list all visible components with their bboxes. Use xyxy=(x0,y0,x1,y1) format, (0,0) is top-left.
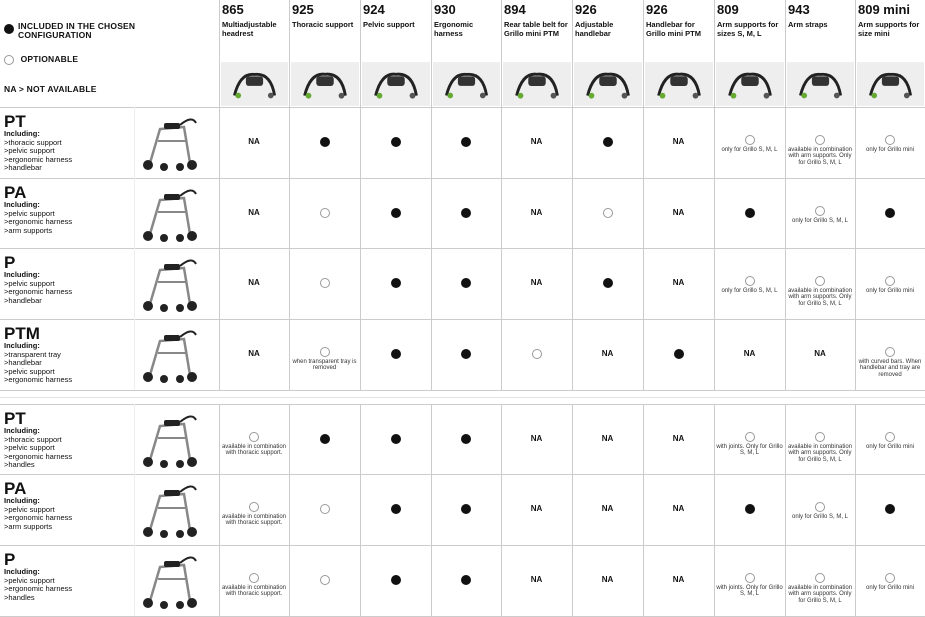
availability-cell xyxy=(714,432,785,472)
not-available-text: NA xyxy=(248,208,260,217)
included-item: >pelvic support xyxy=(4,443,55,452)
included-item: >ergonomic harness xyxy=(4,513,73,522)
column-name: Ergonomic harness xyxy=(434,20,474,38)
optional-dot-icon xyxy=(745,276,755,286)
empty-dot-icon xyxy=(4,55,14,65)
availability-note: available in combination with thoracic support. xyxy=(221,585,287,598)
walker-photo xyxy=(136,323,202,390)
optional-dot-icon xyxy=(885,432,895,442)
optional-dot-icon xyxy=(320,278,330,288)
included-dot-icon xyxy=(391,349,401,359)
column-name: Arm supports for sizes S, M, L xyxy=(717,20,779,38)
legend-included-label: INCLUDED IN THE CHOSEN CONFIGURATION xyxy=(18,21,136,40)
column-header-8 xyxy=(714,0,785,107)
configuration-code: P xyxy=(4,253,16,272)
availability-cell xyxy=(572,504,643,544)
included-item: >handlebar xyxy=(4,295,42,305)
row-divider xyxy=(0,178,925,179)
configuration-label xyxy=(4,254,134,305)
availability-cell xyxy=(360,349,431,389)
availability-cell xyxy=(572,434,643,474)
not-available-text: NA xyxy=(530,137,543,146)
accessory-photo xyxy=(503,62,571,106)
included-item: >handles xyxy=(4,460,35,469)
column-name: Handlebar for Grillo mini PTM xyxy=(646,20,702,38)
availability-note: when transparent tray is removed xyxy=(292,359,357,372)
row-divider xyxy=(0,404,925,405)
availability-cell xyxy=(785,502,855,542)
availability-note: available in combination with arm supports. Only for Grillo S, M, L xyxy=(787,288,853,307)
column-name: Adjustable handlebar xyxy=(575,20,614,38)
optional-dot-icon xyxy=(885,276,895,286)
not-available-text: NA xyxy=(672,278,685,287)
not-available-text: NA xyxy=(530,575,543,584)
column-code: 809 mini xyxy=(858,2,911,17)
availability-cell xyxy=(289,575,360,615)
optional-dot-icon xyxy=(815,135,825,145)
not-available-text: NA xyxy=(672,504,685,513)
included-item: >pelvic support xyxy=(4,146,55,155)
optional-dot-icon xyxy=(745,135,755,145)
availability-cell xyxy=(360,575,431,615)
accessory-photo xyxy=(787,62,854,106)
availability-cell xyxy=(289,434,360,474)
availability-note: available in combination with thoracic support. xyxy=(221,514,287,527)
column-header-4 xyxy=(431,0,501,107)
included-item: >handlebar xyxy=(4,358,42,367)
not-available-text: NA xyxy=(530,208,543,217)
column-name: Pelvic support xyxy=(363,20,415,29)
availability-cell xyxy=(289,137,360,177)
accessory-photo xyxy=(716,62,784,106)
included-item: >transparent tray xyxy=(4,349,61,359)
availability-cell xyxy=(219,573,289,613)
not-available-text: NA xyxy=(601,504,614,513)
column-header-3 xyxy=(360,0,431,107)
column-code: 924 xyxy=(363,2,385,17)
availability-cell xyxy=(219,502,289,542)
group-separator xyxy=(0,397,925,398)
optional-dot-icon xyxy=(745,432,755,442)
included-item: >arm supports xyxy=(4,521,53,531)
availability-cell xyxy=(785,276,855,316)
included-dot-icon xyxy=(461,137,471,147)
availability-cell xyxy=(714,276,785,316)
included-dot-icon xyxy=(461,278,471,288)
availability-cell xyxy=(360,278,431,318)
legend-optional-label: OPTIONABLE xyxy=(20,54,79,64)
availability-cell xyxy=(431,434,501,474)
not-available-text: NA xyxy=(530,434,543,443)
optional-dot-icon xyxy=(885,573,895,583)
not-available-text: NA xyxy=(530,278,543,287)
configuration-code: PT xyxy=(4,409,26,428)
walker-photo xyxy=(136,549,202,616)
availability-cell xyxy=(855,276,925,316)
availability-cell xyxy=(785,135,855,175)
included-item: >pelvic support xyxy=(4,575,55,585)
availability-cell xyxy=(855,347,925,387)
availability-note: available in combination with arm supports. Only for Grillo S, M, L xyxy=(787,147,853,166)
optional-dot-icon xyxy=(815,276,825,286)
availability-cell xyxy=(572,278,643,318)
included-item: >handles xyxy=(4,592,35,602)
availability-cell xyxy=(855,504,925,544)
availability-note: available in combination with arm supports. Only for Grillo S, M, L xyxy=(787,444,853,463)
availability-cell xyxy=(643,278,714,318)
availability-cell xyxy=(360,434,431,474)
included-item: >pelvic support xyxy=(4,366,55,376)
availability-cell xyxy=(360,137,431,177)
availability-cell xyxy=(431,504,501,544)
availability-cell xyxy=(289,347,360,387)
availability-note: available in combination with arm supports. Only for Grillo S, M, L xyxy=(787,585,853,604)
availability-note: only for Grillo mini xyxy=(865,585,914,591)
availability-cell xyxy=(219,208,289,248)
availability-cell xyxy=(785,349,855,389)
column-header-6 xyxy=(572,0,643,107)
availability-note: only for Grillo mini xyxy=(865,444,914,450)
availability-cell xyxy=(501,575,572,615)
column-header-5 xyxy=(501,0,572,107)
configuration-code: PTM xyxy=(4,324,40,343)
included-dot-icon xyxy=(391,137,401,147)
availability-cell xyxy=(643,137,714,177)
included-item: >ergonomic harness xyxy=(4,451,73,461)
configuration-code: PT xyxy=(4,112,26,131)
column-name: Rear table belt for Grillo mini PTM xyxy=(504,20,568,38)
availability-note: with curved bars. When handlebar and tray are removed xyxy=(858,359,922,378)
availability-cell xyxy=(501,349,572,389)
availability-cell xyxy=(219,137,289,177)
not-available-text: NA xyxy=(672,434,685,443)
availability-cell xyxy=(785,206,855,246)
column-header-2 xyxy=(289,0,360,107)
availability-cell xyxy=(219,349,289,389)
not-available-text: NA xyxy=(672,137,685,146)
not-available-text: NA xyxy=(248,349,260,358)
availability-cell xyxy=(501,434,572,474)
availability-cell xyxy=(501,504,572,544)
included-dot-icon xyxy=(885,208,895,218)
including-label: Including: xyxy=(4,567,40,576)
included-dot-icon xyxy=(603,137,613,147)
included-dot-icon xyxy=(461,504,471,514)
included-item: >ergonomic harness xyxy=(4,375,73,384)
included-item: >ergonomic harness xyxy=(4,217,73,226)
availability-cell xyxy=(219,432,289,472)
availability-cell xyxy=(219,278,289,318)
availability-cell xyxy=(643,434,714,474)
optional-dot-icon xyxy=(745,573,755,583)
row-divider xyxy=(0,390,925,391)
included-dot-icon xyxy=(391,504,401,514)
optional-dot-icon xyxy=(320,504,330,514)
included-dot-icon xyxy=(745,504,755,514)
availability-cell xyxy=(643,208,714,248)
accessory-photo xyxy=(857,62,924,106)
availability-cell xyxy=(431,575,501,615)
included-item: >ergonomic harness xyxy=(4,154,73,164)
availability-cell xyxy=(714,504,785,544)
column-header-9 xyxy=(785,0,855,107)
row-divider xyxy=(0,319,925,320)
not-available-text: NA xyxy=(672,208,685,217)
column-code: 925 xyxy=(292,2,314,17)
included-dot-icon xyxy=(391,575,401,585)
availability-cell xyxy=(501,208,572,248)
included-dot-icon xyxy=(461,208,471,218)
included-item: >pelvic support xyxy=(4,208,55,218)
availability-cell xyxy=(360,208,431,248)
included-dot-icon xyxy=(320,137,330,147)
optional-dot-icon xyxy=(249,432,259,442)
availability-note: available in combination with thoracic support. xyxy=(221,444,287,457)
legend-included xyxy=(4,22,164,40)
included-item: >handlebar xyxy=(4,163,42,172)
not-available-text: NA xyxy=(743,349,756,358)
accessory-photo xyxy=(362,62,430,106)
availability-cell xyxy=(643,504,714,544)
availability-cell xyxy=(855,573,925,613)
availability-cell xyxy=(855,432,925,472)
optional-dot-icon xyxy=(320,208,330,218)
optional-dot-icon xyxy=(320,347,330,357)
including-label: Including: xyxy=(4,129,40,138)
included-item: >ergonomic harness xyxy=(4,584,73,593)
filled-dot-icon xyxy=(4,24,14,34)
configuration-code: P xyxy=(4,550,16,569)
availability-cell xyxy=(572,349,643,389)
column-code: 926 xyxy=(575,2,597,17)
column-code: 865 xyxy=(222,2,244,17)
not-available-text: NA xyxy=(672,575,685,584)
optional-dot-icon xyxy=(885,347,895,357)
availability-cell xyxy=(714,573,785,613)
availability-cell xyxy=(572,575,643,615)
availability-note: with joints. Only for Grillo S, M, L xyxy=(716,585,783,598)
including-label: Including: xyxy=(4,496,40,505)
availability-cell xyxy=(572,137,643,177)
optional-dot-icon xyxy=(815,502,825,512)
optional-dot-icon xyxy=(815,206,825,216)
availability-cell xyxy=(572,208,643,248)
column-name: Arm supports for size mini xyxy=(858,20,920,38)
configuration-label xyxy=(4,410,134,470)
availability-note: only for Grillo mini xyxy=(865,147,914,153)
column-name: Arm straps xyxy=(788,20,828,29)
configuration-label xyxy=(4,184,134,235)
availability-cell xyxy=(360,504,431,544)
optional-dot-icon xyxy=(249,502,259,512)
column-header-10 xyxy=(855,0,925,107)
included-dot-icon xyxy=(391,434,401,444)
availability-cell xyxy=(714,349,785,389)
column-name: Thoracic support xyxy=(292,20,354,29)
availability-cell xyxy=(643,575,714,615)
accessory-photo xyxy=(221,62,288,106)
availability-note: only for Grillo S, M, L xyxy=(791,218,848,224)
configuration-label xyxy=(4,325,134,385)
column-divider xyxy=(134,107,135,390)
column-code: 943 xyxy=(788,2,810,17)
legend-na xyxy=(4,84,97,94)
availability-note: only for Grillo mini xyxy=(865,288,914,294)
accessory-photo xyxy=(645,62,713,106)
included-item: >pelvic support xyxy=(4,278,55,288)
not-available-text: NA xyxy=(530,504,543,513)
availability-cell xyxy=(431,137,501,177)
availability-cell xyxy=(855,135,925,175)
availability-cell xyxy=(785,573,855,613)
included-item: >pelvic support xyxy=(4,504,55,514)
included-dot-icon xyxy=(885,504,895,514)
availability-cell xyxy=(714,208,785,248)
included-item: >arm supports xyxy=(4,225,53,235)
configuration-label xyxy=(4,480,134,531)
included-dot-icon xyxy=(461,434,471,444)
configuration-label xyxy=(4,113,134,173)
accessory-photo xyxy=(291,62,359,106)
included-dot-icon xyxy=(320,434,330,444)
availability-cell xyxy=(431,208,501,248)
included-dot-icon xyxy=(745,208,755,218)
configuration-code: PA xyxy=(4,479,27,498)
included-dot-icon xyxy=(461,349,471,359)
walker-photo xyxy=(136,182,202,249)
not-available-text: NA xyxy=(248,278,260,287)
accessory-photo xyxy=(574,62,642,106)
not-available-text: NA xyxy=(601,575,614,584)
availability-cell xyxy=(289,504,360,544)
column-header-1 xyxy=(219,0,289,107)
not-available-text: NA xyxy=(814,349,826,358)
row-divider xyxy=(0,545,925,546)
walker-photo xyxy=(136,408,202,475)
availability-cell xyxy=(501,278,572,318)
configuration-code: PA xyxy=(4,183,27,202)
availability-note: only for Grillo S, M, L xyxy=(721,147,778,153)
column-code: 894 xyxy=(504,2,526,17)
configuration-label xyxy=(4,551,134,602)
included-dot-icon xyxy=(674,349,684,359)
accessory-photo xyxy=(433,62,500,106)
column-code: 930 xyxy=(434,2,456,17)
availability-cell xyxy=(501,137,572,177)
availability-cell xyxy=(431,349,501,389)
walker-photo xyxy=(136,478,202,545)
column-header-7 xyxy=(643,0,714,107)
walker-photo xyxy=(136,252,202,319)
column-code: 926 xyxy=(646,2,668,17)
not-available-text: NA xyxy=(601,349,614,358)
availability-cell xyxy=(289,278,360,318)
included-dot-icon xyxy=(603,278,613,288)
row-divider xyxy=(0,107,925,108)
availability-note: only for Grillo S, M, L xyxy=(791,514,848,520)
availability-note: with joints. Only for Grillo S, M, L xyxy=(716,444,783,457)
availability-cell xyxy=(289,208,360,248)
column-code: 809 xyxy=(717,2,739,17)
optional-dot-icon xyxy=(815,432,825,442)
including-label: Including: xyxy=(4,341,40,350)
optional-dot-icon xyxy=(320,575,330,585)
included-item: >thoracic support xyxy=(4,137,62,147)
including-label: Including: xyxy=(4,426,40,435)
optional-dot-icon xyxy=(532,349,542,359)
availability-cell xyxy=(855,208,925,248)
included-item: >ergonomic harness xyxy=(4,287,73,296)
included-dot-icon xyxy=(391,278,401,288)
optional-dot-icon xyxy=(815,573,825,583)
not-available-text: NA xyxy=(248,137,260,146)
optional-dot-icon xyxy=(885,135,895,145)
availability-cell xyxy=(714,135,785,175)
not-available-text: NA xyxy=(601,434,614,443)
included-dot-icon xyxy=(391,208,401,218)
optional-dot-icon xyxy=(603,208,613,218)
legend-optional xyxy=(4,54,78,65)
availability-cell xyxy=(643,349,714,389)
including-label: Including: xyxy=(4,200,40,209)
availability-note: only for Grillo S, M, L xyxy=(721,288,778,294)
optional-dot-icon xyxy=(249,573,259,583)
availability-cell xyxy=(785,432,855,472)
availability-cell xyxy=(431,278,501,318)
column-name: Multiadjustable headrest xyxy=(222,20,277,38)
column-divider xyxy=(134,404,135,616)
including-label: Including: xyxy=(4,270,40,279)
walker-photo xyxy=(136,111,202,178)
included-item: >thoracic support xyxy=(4,434,62,444)
legend-na-label: NA > NOT AVAILABLE xyxy=(4,84,97,94)
included-dot-icon xyxy=(461,575,471,585)
